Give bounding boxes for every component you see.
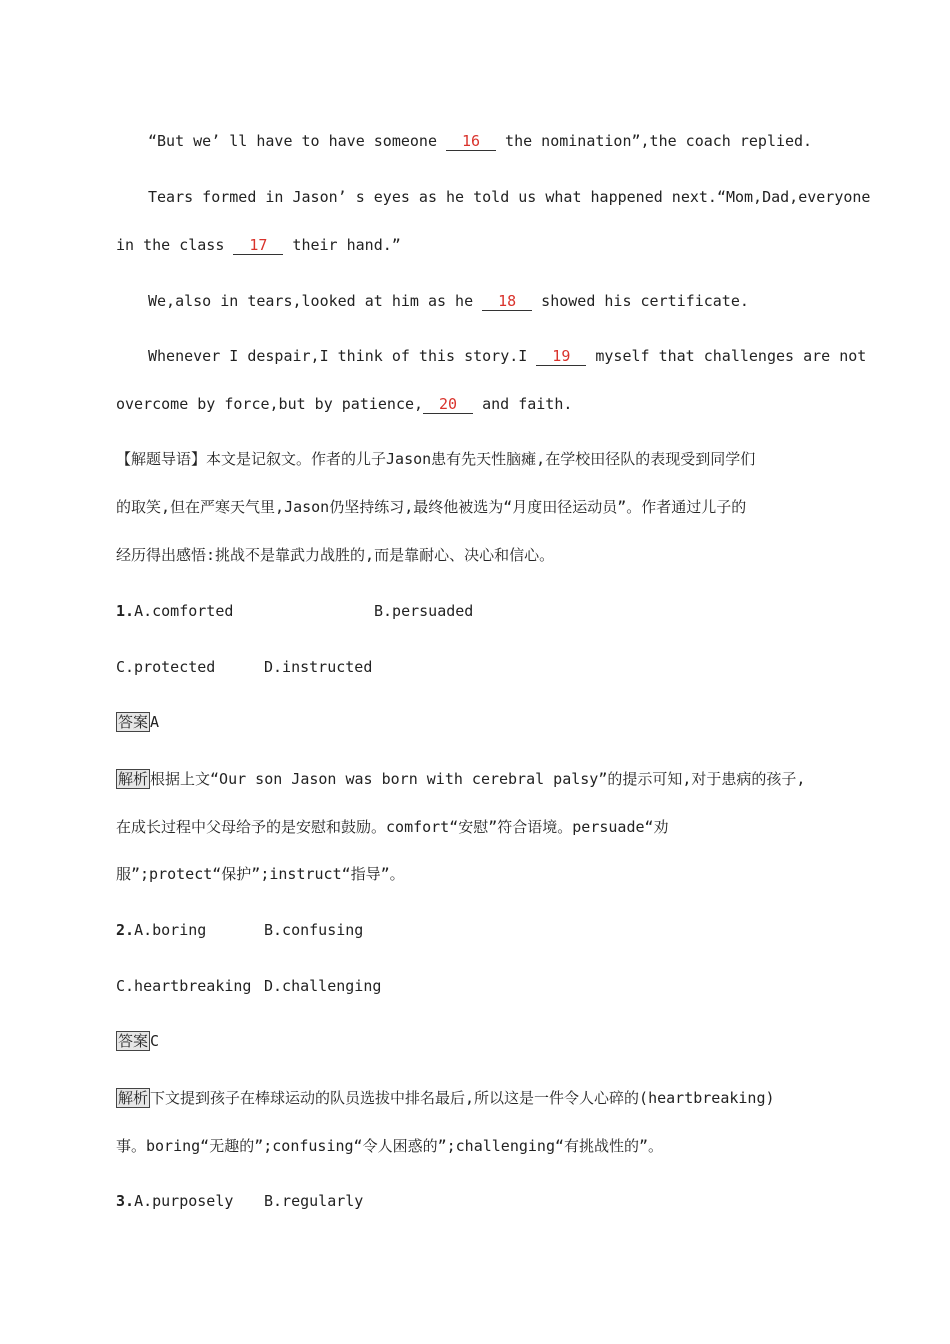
- answer-tag: 答案: [118, 1032, 149, 1050]
- guide-text: 本文是记叙文。作者的儿子Jason患有先天性脑瘫,在学校田径队的表现受到同学们: [206, 450, 756, 468]
- analysis-line-2: 事。boring“无趣的”;confusing“令人困惑的”;challenging“有挑战性的”。: [116, 1137, 664, 1155]
- passage-text: and faith.: [473, 395, 573, 413]
- blank-17: 17: [233, 236, 283, 255]
- option-c: C.heartbreaking: [116, 977, 252, 995]
- option-d: D.challenging: [264, 977, 382, 995]
- passage-text: Whenever I despair,I think of this story.I: [148, 347, 537, 365]
- passage-paragraph-2-line-2: [116, 235, 401, 255]
- option-a: A.purposely: [134, 1192, 234, 1210]
- passage-text: We,also in tears,looked at him as he: [148, 292, 483, 310]
- analysis-line-1: [116, 769, 805, 789]
- analysis-tag: 解析: [118, 1089, 149, 1107]
- option-b: B.regularly: [264, 1192, 364, 1210]
- analysis-line-3: 服”;protect“保护”;instruct“指导”。: [116, 865, 405, 883]
- option-d: D.instructed: [264, 658, 373, 676]
- passage-paragraph-3: [148, 291, 749, 311]
- option-a: A.boring: [134, 921, 207, 939]
- passage-text: “But we’ ll have to have someone: [148, 132, 447, 150]
- option-b: B.persuaded: [374, 602, 474, 620]
- option-a: A.comforted: [134, 602, 234, 620]
- passage-paragraph-4-line-2: [116, 394, 572, 414]
- guide-line-2: 的取笑,但在严寒天气里,Jason仍坚持练习,最终他被选为“月度田径运动员”。作者通过儿子的: [116, 498, 747, 516]
- question-number: 2.: [116, 921, 135, 939]
- passage-paragraph-1: [148, 131, 812, 151]
- answer-tag: 答案: [118, 713, 149, 731]
- blank-18: 18: [482, 292, 532, 311]
- passage-text: showed his certificate.: [532, 292, 749, 310]
- passage-text: in the class: [116, 236, 234, 254]
- question-2-options-row-1: [116, 920, 206, 940]
- analysis-line-2: 在成长过程中父母给予的是安慰和鼓励。comfort“安慰”符合语境。persuade“劝: [116, 818, 669, 836]
- question-3-options-row-1: [116, 1191, 233, 1211]
- blank-16: 16: [446, 132, 496, 151]
- passage-paragraph-2-line-1: Tears formed in Jason’ s eyes as he told us what happened next.“Mom,Dad,everyone: [148, 188, 871, 206]
- blank-20: 20: [423, 395, 473, 414]
- question-1-options-row-1: [116, 601, 233, 621]
- option-b: B.confusing: [264, 921, 364, 939]
- analysis-tag: 解析: [118, 770, 149, 788]
- passage-text: the nomination”,the coach replied.: [496, 132, 813, 150]
- passage-text: their hand.”: [283, 236, 401, 254]
- option-c: C.protected: [116, 658, 216, 676]
- answer-value: A: [150, 713, 160, 731]
- guide-line-1: [116, 449, 755, 469]
- analysis-text: 下文提到孩子在棒球运动的队员选拔中排名最后,所以这是一件令人心碎的(heartbreaking): [150, 1089, 775, 1107]
- question-number: 3.: [116, 1192, 135, 1210]
- analysis-text: 根据上文“Our son Jason was born with cerebral palsy”的提示可知,对于患病的孩子,: [150, 770, 806, 788]
- answer-row: [116, 1031, 159, 1051]
- answer-value: C: [150, 1032, 160, 1050]
- blank-19: 19: [536, 347, 586, 366]
- guide-line-3: 经历得出感悟:挑战不是靠武力战胜的,而是靠耐心、决心和信心。: [116, 546, 555, 564]
- answer-row: [116, 712, 159, 732]
- passage-text: myself that challenges are not: [586, 347, 867, 365]
- guide-label: 【解题导语】: [116, 450, 207, 468]
- analysis-line-1: [116, 1088, 775, 1108]
- question-number: 1.: [116, 602, 135, 620]
- passage-paragraph-4-line-1: [148, 346, 866, 366]
- passage-text: overcome by force,but by patience,: [116, 395, 424, 413]
